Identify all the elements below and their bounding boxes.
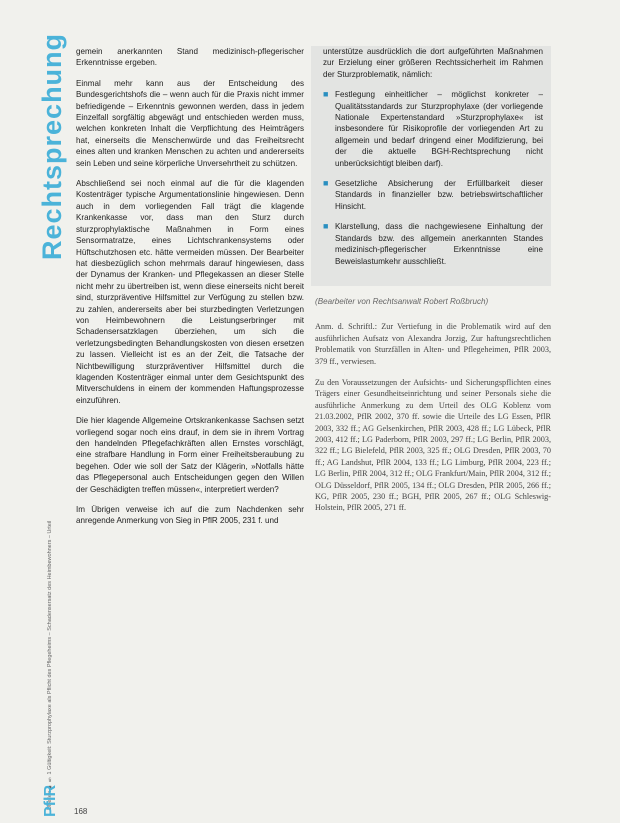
list-item-text: Festlegung einheitlicher – möglichst konkreter – Qualitätsstandards zur Sturzprophylaxe (der vorliegende Nationale Expertenstandard »Sturzprophylaxe« ist insbesondere für Risikoprofile der vorliegenden Art zu allgemein und bedarf dringend einer Modifizierung, bei der die aktuelle BGH-Rechtsprechung nicht unberücksichtigt bleiben darf).	[335, 90, 543, 168]
page-number: 168	[74, 807, 88, 816]
right-column	[315, 46, 551, 524]
running-header: Urteilen ■ § 1 Gültigkeit: Sturzprophylaxe als Pflicht des Pflegeheims – Schadensersatz des Heimbewohners – Urteil	[47, 520, 53, 810]
left-column	[76, 46, 304, 536]
paragraph: Im Übrigen verweise ich auf die zum Nachdenken sehr anregende Anmerkung von Sieg in PflR 2005, 231 f. und	[76, 505, 304, 526]
paragraph: Einmal mehr kann aus der Entscheidung des Bundesgerichtshofs die – wenn auch für die Praxis nicht immer befriedigende – Erkenntnis gewonnen werden, dass in jedem Einzelfall sorgfältig abgewägt und entschieden werden muss, welchen konkreten Inhalt die Verpflichtung des Heimträgers hat, einerseits die Menschenwürde und das Freiheitsrecht eines alten und kranken Menschen zu achten und andererseits sein Leben und seine körperliche Unversehrtheit zu schützen.	[76, 78, 304, 168]
paragraph: Abschließend sei noch einmal auf die für die klagenden Kostenträger typische Argumentationslinie hingewiesen. Denn auch in dem vorliegenden Fall trägt die klagende Krankenkasse vor, dass man den Sturz durch sturzprophylaktische Maßnahmen in Form eines Sensormatratze, eines Lichtschrankensystems oder Hüftschutzhosen etc. hätte vermeiden müssen. Der Bearbeiter hat diesbezüglich schon mehrmals darauf hingewiesen, dass der Dynamus der Kranken- und Pflegekassen an dieser Stelle nicht mehr zu übertreiben ist, wenn diese einerseits nicht bereit sind, sturzpräventive Hilfsmittel zur Verfügung zu stellen bzw. zu zahlen, andererseits aber bei sturzbedingten Verletzungen von Heimbewohnern die Leistungserbringer mit Schadensersatzklagen überziehen, um sich die verletzungsbedingten Behandlungskosten von diesen ersetzen zu lassen. Vielleicht ist es an der Zeit, die Tatsache der Nichtbewilligung sturzpräventiver Hilfsmittel durch die klagenden Kostenträger einmal unter dem Gesichtspunkt des Mitverschuldens in einem der kommenden Haftungsprozesse einzuführen.	[76, 179, 304, 405]
signature: (Bearbeiter von Rechtsanwalt Robert Roßbruch)	[315, 296, 489, 306]
measures-list	[323, 89, 543, 267]
note-paragraph: Zu den Voraussetzungen der Aufsichts- und Sicherungspflichten eines Trägers einer Gesundheitseinrichtung und seiner Personals siehe die ausführliche Anmerkung zu dem Urteil des OLG Koblenz vom 21.03.2002, PflR 2002, 370 ff. sowie die Urteile des LG Essen, PflR 2003, 332 ff.; AG Gelsenkirchen, PflR 2003, 428 ff.; LG Lübeck, PflR 2003, 412 ff.; LG Paderborn, PflR 2003, 297 ff.; LG Berlin, PflR 2003, 322 ff.; LG Bielefeld, PflR 2003, 325 ff.; OLG Dresden, PflR 2003, 70 ff.; AG Landshut, PflR 2004, 133 ff.; LG Limburg, PflR 2004, 223 ff.; LG Berlin, PflR 2004, 312 ff.; OLG Frankfurt/Main, PflR 2004, 312 ff.; OLG Düsseldorf, PflR 2005, 134 ff.; OLG Dresden, PflR 2005, 266 ff.; KG, PflR 2005, 230 ff.; BGH, PflR 2005, 267 ff.; OLG Schleswig-Holstein, PflR 2005, 271 ff.	[315, 377, 551, 513]
box-intro: unterstütze ausdrücklich die dort aufgeführten Maßnahmen zur Erzielung einer größeren Rechtssicherheit im Rahmen der Sturzproblematik, nämlich:	[323, 47, 543, 79]
journal-logo: PflR	[42, 785, 59, 817]
list-item-text: Klarstellung, dass die nachgewiesene Einhaltung der Standards bzw. des allgemein anerkannten Standes medizinisch-pflegerischer Erkenntnisse eine Beweislastumkehr ausschließt.	[335, 222, 543, 266]
list-item	[323, 178, 543, 212]
list-item	[323, 89, 543, 169]
paragraph: gemein anerkannten Stand medizinisch-pflegerischer Erkenntnisse ergeben.	[76, 47, 304, 68]
paragraph: Die hier klagende Allgemeine Ortskrankenkasse Sachsen setzt vorliegend sogar noch eins drauf, in dem sie in ihrem Vortrag den handelnden Pflegefachkräften allen Ernstes vorschlägt, eine strafbare Handlung in Form einer Freiheitsberaubung zu begehen. Oder wie soll der Satz der Klägerin, »Notfalls hätte das Pflegepersonal auch Entscheidungen gegen den Willen der Geschädigten treffen müssen«, interpretiert werden?	[76, 416, 304, 494]
editorial-notes	[315, 321, 551, 514]
section-title: Rechtsprechung	[37, 32, 67, 260]
bullet-icon: ■	[323, 178, 329, 189]
list-item	[323, 221, 543, 267]
bullet-icon: ■	[323, 89, 329, 100]
bullet-icon: ■	[323, 221, 329, 232]
highlight-box	[311, 46, 551, 286]
list-item-text: Gesetzliche Absicherung der Erfüllbarkeit dieser Standards in finanzieller bzw. betriebswirtschaftlicher Hinsicht.	[335, 179, 543, 211]
note-paragraph: Anm. d. Schriftl.: Zur Vertiefung in die Problematik wird auf den ausführlichen Aufsatz von Alexandra Jorzig, Zur haftungsrechtlichen Problematik von Sturzfällen in Alten- und Pflegeheimen, PflR 2003, 379 ff., verwiesen.	[315, 322, 551, 366]
